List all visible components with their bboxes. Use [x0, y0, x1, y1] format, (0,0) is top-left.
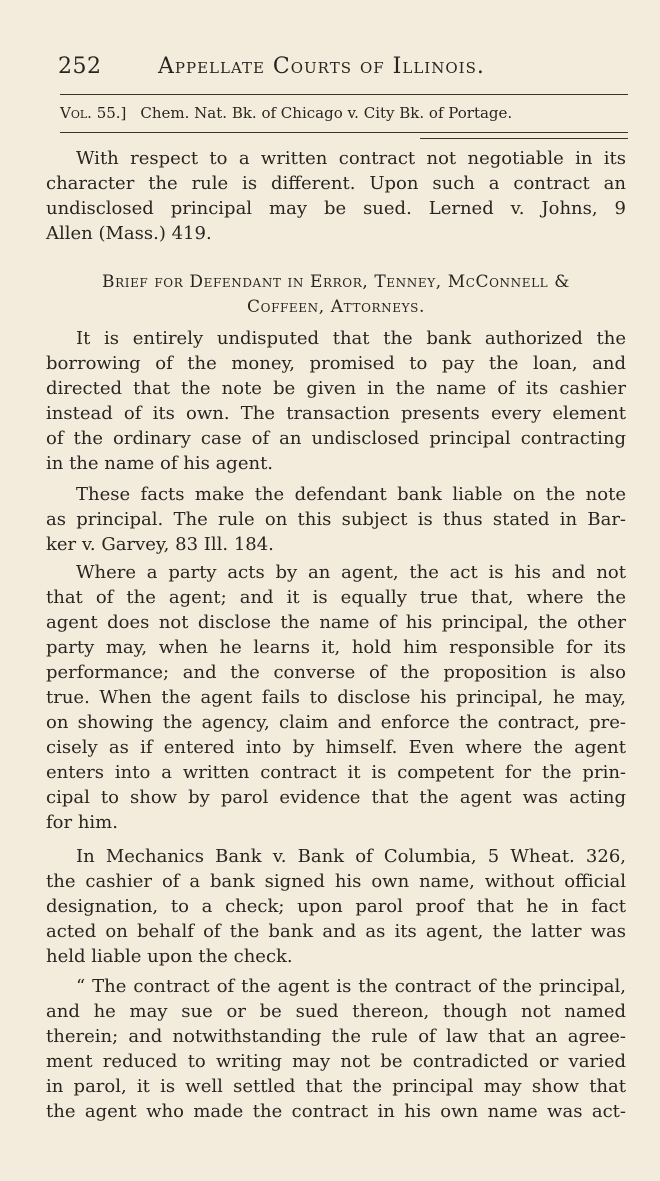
- brief-heading-line: Brief for Defendant in Error, Tenney, McConnell &: [102, 272, 570, 292]
- text-line: that of the agent; and it is equally true that, where the: [46, 587, 626, 608]
- text-line: designation, to a check; upon parol proof that he in fact: [46, 896, 626, 917]
- text-line: Allen (Mass.) 419.: [46, 223, 212, 244]
- text-line: therein; and notwithstanding the rule of law that an agree-: [46, 1026, 626, 1047]
- text-line: in parol, it is well settled that the principal may show that: [46, 1076, 626, 1097]
- text-line: ker v. Garvey, 83 Ill. 184.: [46, 534, 274, 555]
- caption-rule-short: [420, 138, 628, 139]
- text-line: instead of its own. The transaction presents every element: [46, 403, 626, 424]
- brief-heading-line: Coffeen, Attorneys.: [247, 297, 425, 317]
- header-rule: [60, 94, 628, 95]
- text-line: With respect to a written contract not negotiable in its: [76, 148, 626, 169]
- text-line: and he may sue or be sued thereon, though not named: [46, 1001, 626, 1022]
- brief-heading: [46, 270, 626, 320]
- text-line: true. When the agent fails to disclose his principal, he may,: [46, 687, 626, 708]
- page-number: 252: [58, 54, 102, 79]
- body-paragraph: [46, 844, 626, 969]
- case-title: Chem. Nat. Bk. of Chicago v. City Bk. of Portage.: [140, 104, 513, 122]
- text-line: directed that the note be given in the name of its cashier: [46, 378, 626, 399]
- text-line: undisclosed principal may be sued. Lerned v. Johns, 9: [46, 198, 626, 219]
- text-line: borrowing of the money, promised to pay the loan, and: [46, 353, 626, 374]
- body-paragraph: [46, 560, 626, 835]
- text-line: of the ordinary case of an undisclosed principal contracting: [46, 428, 626, 449]
- body-paragraph: [46, 482, 626, 557]
- text-line: agent does not disclose the name of his principal, the other: [46, 612, 626, 633]
- text-line: the agent who made the contract in his own name was act-: [46, 1101, 626, 1122]
- text-line: in the name of his agent.: [46, 453, 274, 474]
- text-line: enters into a written contract it is competent for the prin-: [46, 762, 626, 783]
- text-line: cisely as if entered into by himself. Even where the agent: [46, 737, 626, 758]
- text-line: cipal to show by parol evidence that the agent was acting: [46, 787, 626, 808]
- text-line: for him.: [46, 812, 118, 833]
- text-line: held liable upon the check.: [46, 946, 293, 967]
- text-line: In Mechanics Bank v. Bank of Columbia, 5 Wheat. 326,: [76, 846, 626, 867]
- body-paragraph: [46, 974, 626, 1124]
- text-line: It is entirely undisputed that the bank authorized the: [76, 328, 626, 349]
- running-title: Appellate Courts of Illinois.: [158, 54, 485, 79]
- text-line: These facts make the defendant bank liable on the note: [76, 484, 626, 505]
- running-head: [58, 54, 518, 79]
- text-line: party may, when he learns it, hold him responsible for its: [46, 637, 626, 658]
- volume-label: Vol. 55.]: [60, 104, 127, 122]
- body-paragraph: [46, 326, 626, 476]
- text-line: the cashier of a bank signed his own name, without official: [46, 871, 626, 892]
- text-line: on showing the agency, claim and enforce the contract, pre-: [46, 712, 626, 733]
- text-line: “ The contract of the agent is the contract of the principal,: [76, 976, 626, 997]
- text-line: ment reduced to writing may not be contradicted or varied: [46, 1051, 626, 1072]
- text-line: character the rule is different. Upon such a contract an: [46, 173, 626, 194]
- text-line: performance; and the converse of the proposition is also: [46, 662, 626, 683]
- case-caption: [60, 104, 628, 122]
- text-line: as principal. The rule on this subject is thus stated in Bar-: [46, 509, 626, 530]
- body-paragraph: [46, 146, 626, 246]
- text-line: Where a party acts by an agent, the act is his and not: [76, 562, 626, 583]
- caption-rule: [60, 132, 628, 133]
- text-line: acted on behalf of the bank and as its agent, the latter was: [46, 921, 626, 942]
